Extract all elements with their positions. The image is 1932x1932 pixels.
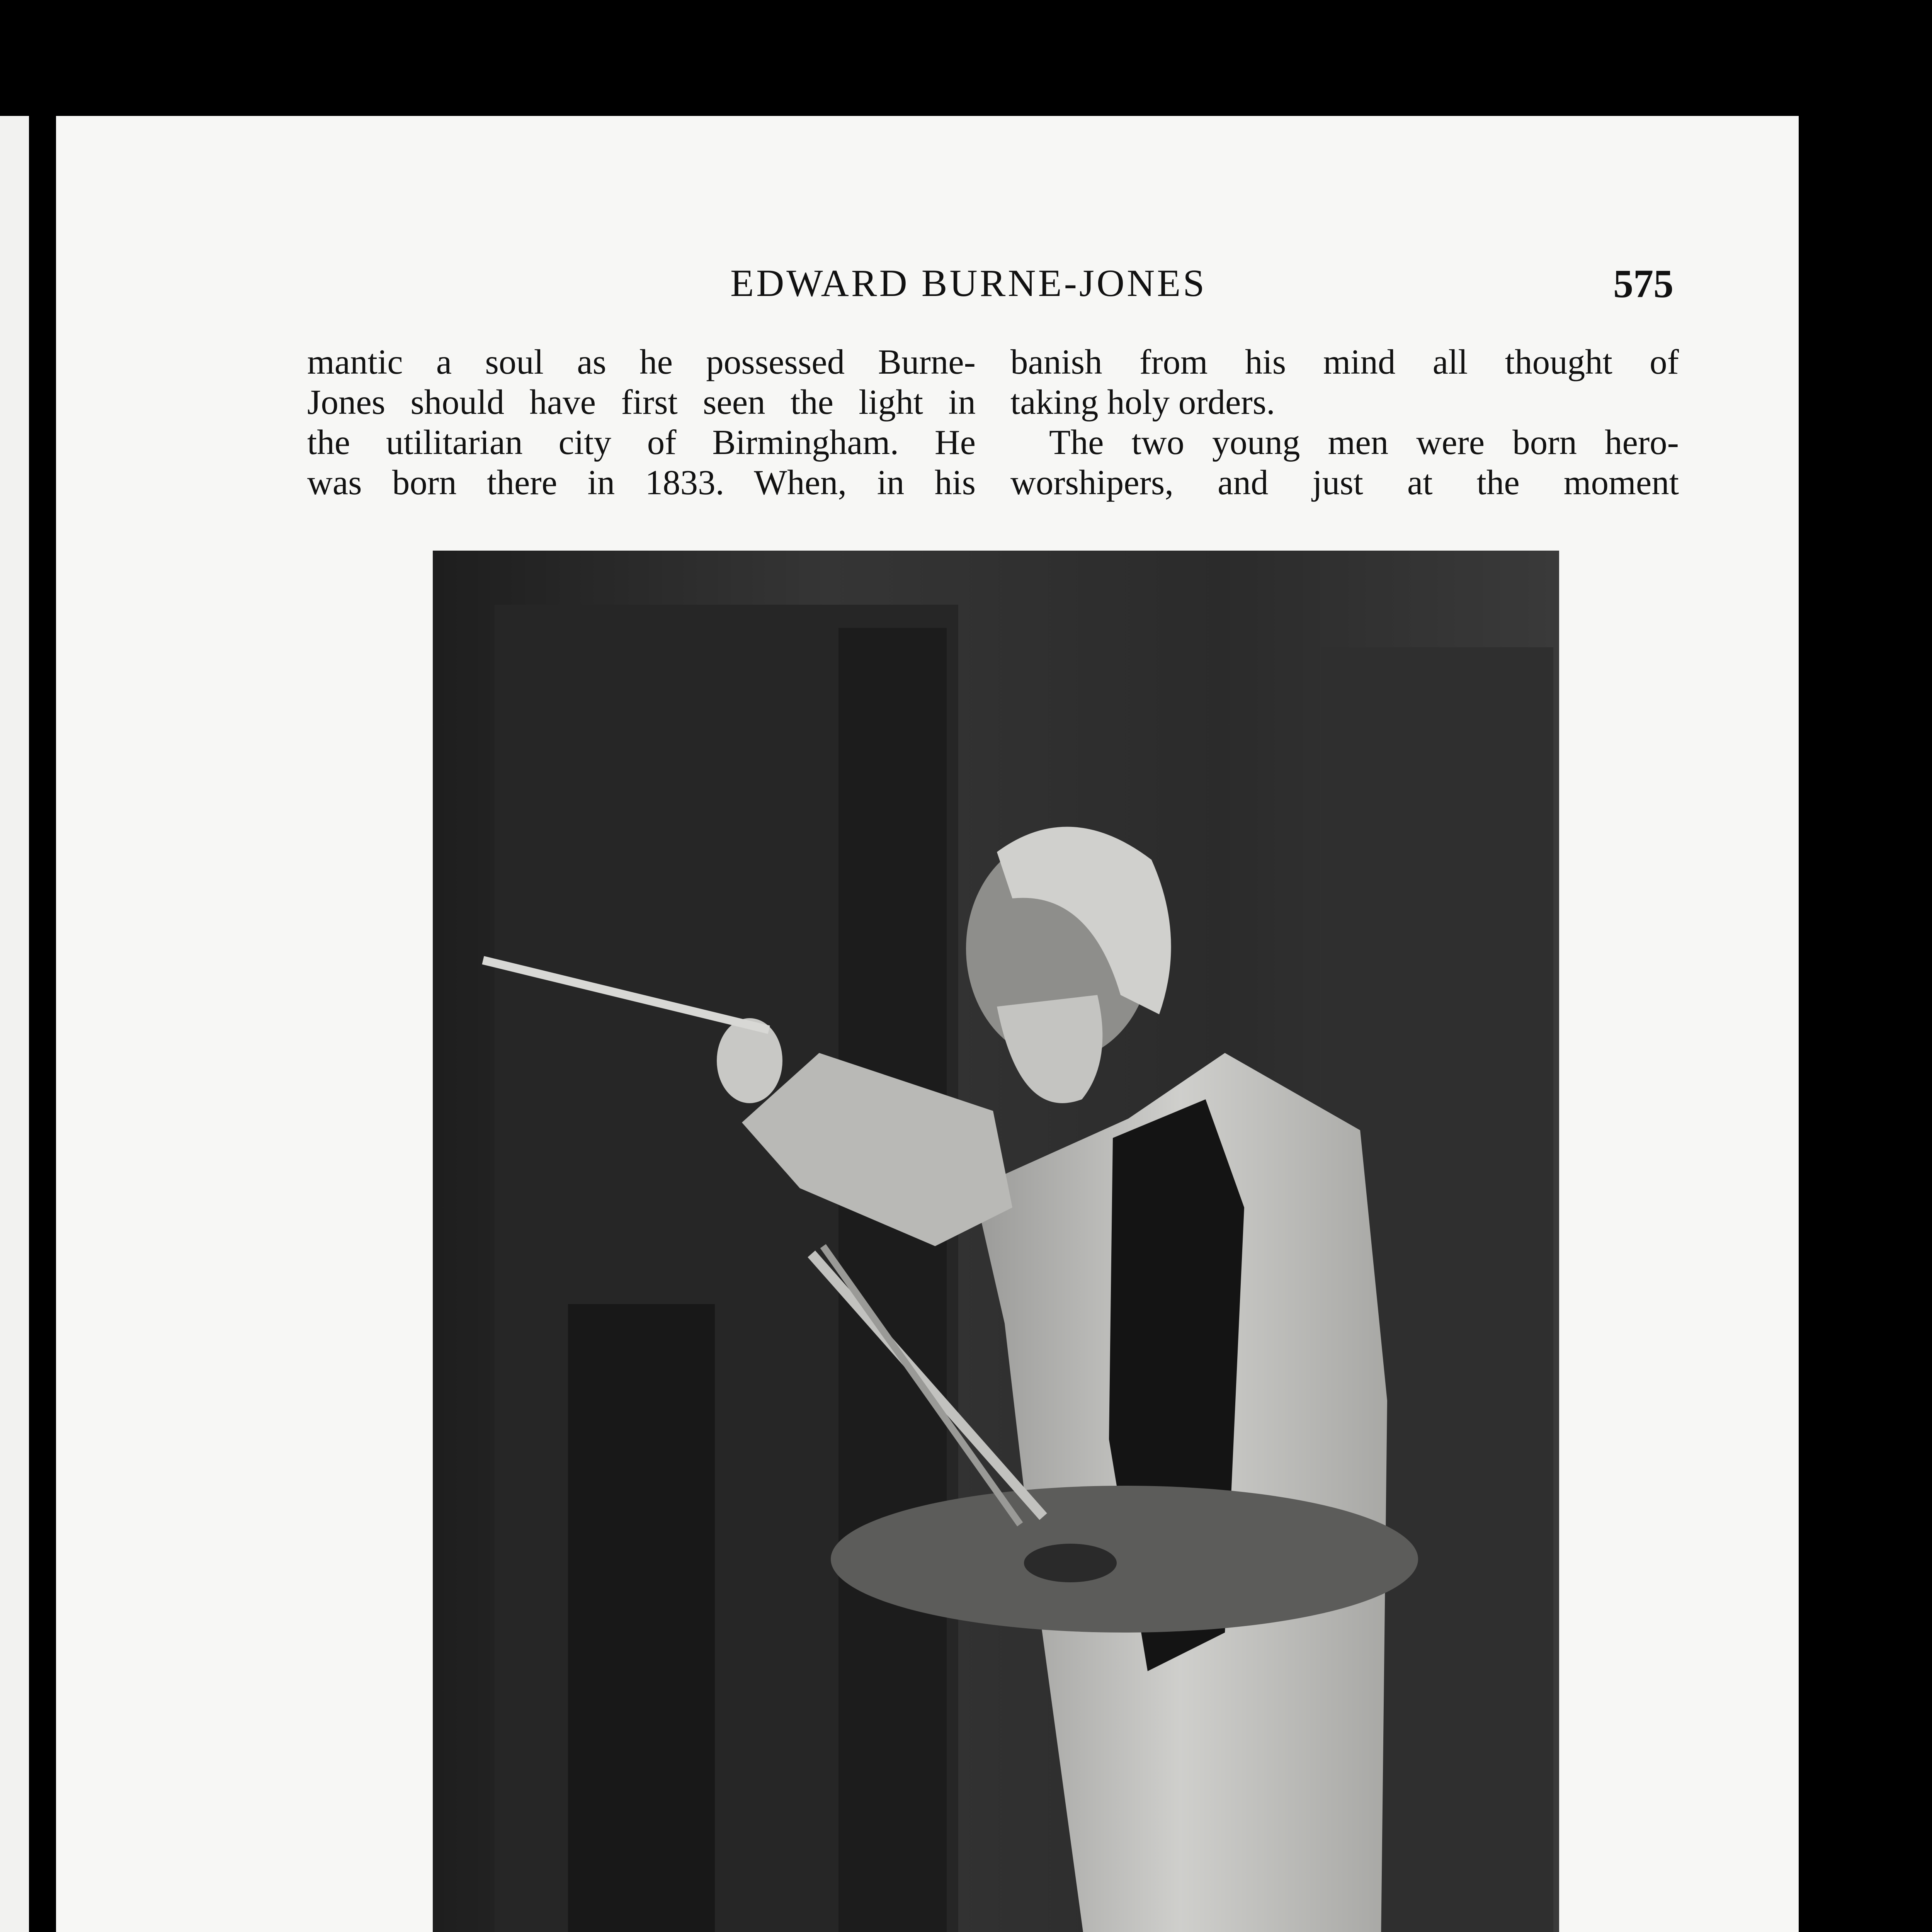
page-number: 575 [1613, 262, 1673, 306]
text-line: taking holy orders. [1010, 383, 1275, 422]
column-left-top [307, 342, 976, 503]
running-head: EDWARD BURNE-JONES [730, 262, 1207, 304]
text-line: banish from his mind all thought of [1010, 342, 1679, 381]
text-line: was born there in 1833. When, in his [307, 463, 976, 502]
text-line: the utilitarian city of Birmingham. He [307, 423, 976, 462]
column-right-top [1010, 342, 1679, 503]
text-line: worshipers, and just at the moment [1010, 463, 1679, 502]
adjacent-page-edge [0, 116, 29, 1932]
text-line: Jones should have first seen the light in [307, 383, 976, 422]
portrait-photograph [433, 551, 1559, 1932]
text-line: The two young men were born hero- [1049, 423, 1679, 462]
text-line: mantic a soul as he possessed Burne- [307, 342, 976, 381]
